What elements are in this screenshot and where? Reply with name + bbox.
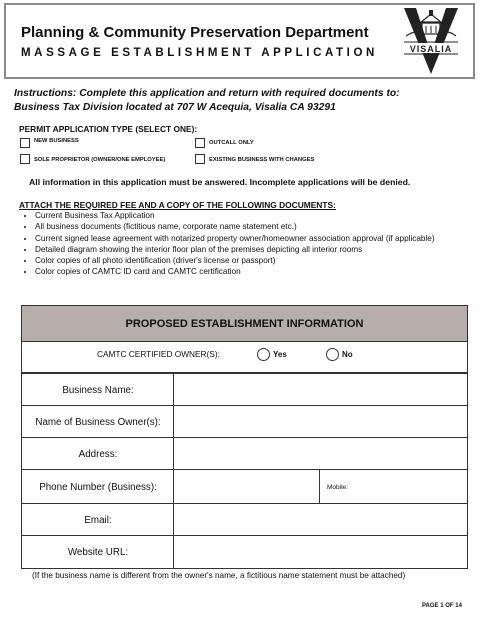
new-business-checkbox[interactable] (20, 138, 30, 148)
section-title: PROPOSED ESTABLISHMENT INFORMATION (125, 317, 364, 330)
list-item: • Current signed lease agreement with notarized property owner/homeowner association approval (if applicable) (35, 233, 465, 244)
list-item: • Color copies of CAMTC ID card and CAMTC certification (35, 266, 465, 277)
visalia-logo (400, 6, 462, 76)
existing-business-label: EXISTING BUSINESS WITH CHANGES (209, 157, 315, 163)
mobile-label: Mobile: (327, 484, 348, 491)
address-label: Address: (78, 448, 118, 460)
website-field[interactable] (173, 535, 468, 569)
department-title: Planning & Community Preservation Department (21, 24, 369, 41)
camtc-yes-radio[interactable] (257, 348, 270, 361)
outcall-only-label: OUTCALL ONLY (209, 140, 254, 146)
list-item: • All business documents (fictitious name, corporate name statement etc.) (35, 221, 465, 232)
website-label: Website URL: (67, 546, 129, 558)
logo-text: VISALIA (409, 44, 453, 54)
website-label-cell (21, 535, 175, 569)
owner-name-label: Name of Business Owner(s): (35, 416, 161, 428)
mobile-field[interactable] (319, 469, 468, 505)
owner-name-field[interactable] (173, 405, 468, 439)
camtc-row (21, 341, 468, 373)
camtc-yes-label: Yes (273, 350, 287, 359)
page-number: PAGE 1 OF 14 (422, 603, 462, 609)
camtc-no-label: No (342, 350, 353, 359)
phone-label-cell (21, 469, 175, 505)
owner-name-label-cell (21, 405, 175, 439)
existing-business-checkbox[interactable] (195, 154, 205, 164)
phone-label: Phone Number (Business): (39, 481, 157, 493)
required-documents-list (22, 210, 465, 278)
form-title: MASSAGE ESTABLISHMENT APPLICATION (21, 47, 378, 59)
camtc-no-radio[interactable] (326, 348, 339, 361)
email-label-cell (21, 503, 175, 537)
instructions-line-1: Instructions: Complete this application and return with required documents to: (14, 88, 400, 99)
business-name-field[interactable] (173, 373, 468, 407)
instructions (14, 87, 400, 115)
permit-type-heading: PERMIT APPLICATION TYPE (SELECT ONE): (19, 124, 198, 134)
sole-proprietor-checkbox[interactable] (20, 154, 30, 164)
list-item: • Color copies of all photo identification (driver's license or passport) (35, 255, 465, 266)
fictitious-name-note: (If the business name is different from the owner's name, a fictitious name statement must be attached) (32, 571, 406, 580)
list-item: • Detailed diagram showing the interior floor plan of the premises depicting all interior rooms (35, 244, 465, 255)
camtc-label: CAMTC CERTIFIED OWNER(S): (97, 349, 220, 359)
sole-proprietor-label: SOLE PROPRIETOR (OWNER/ONE EMPLOYEE) (34, 157, 166, 163)
new-business-label: NEW BUSINESS (34, 138, 79, 144)
address-label-cell (21, 437, 175, 471)
list-item: • Current Business Tax Application (35, 210, 465, 221)
email-label: Email: (84, 514, 112, 526)
incomplete-warning: All information in this application must be answered. Incomplete applications will be denied. (29, 177, 411, 187)
section-header (21, 305, 468, 342)
attach-documents-heading: ATTACH THE REQUIRED FEE AND A COPY OF THE FOLLOWING DOCUMENTS: (19, 200, 336, 210)
outcall-only-checkbox[interactable] (195, 138, 205, 148)
email-field[interactable] (173, 503, 468, 537)
phone-field[interactable] (173, 469, 321, 505)
instructions-line-2: Business Tax Division located at 707 W Acequia, Visalia CA 93291 (14, 102, 336, 113)
business-name-label-cell (21, 373, 175, 407)
address-field[interactable] (173, 437, 468, 471)
business-name-label: Business Name: (62, 384, 134, 396)
